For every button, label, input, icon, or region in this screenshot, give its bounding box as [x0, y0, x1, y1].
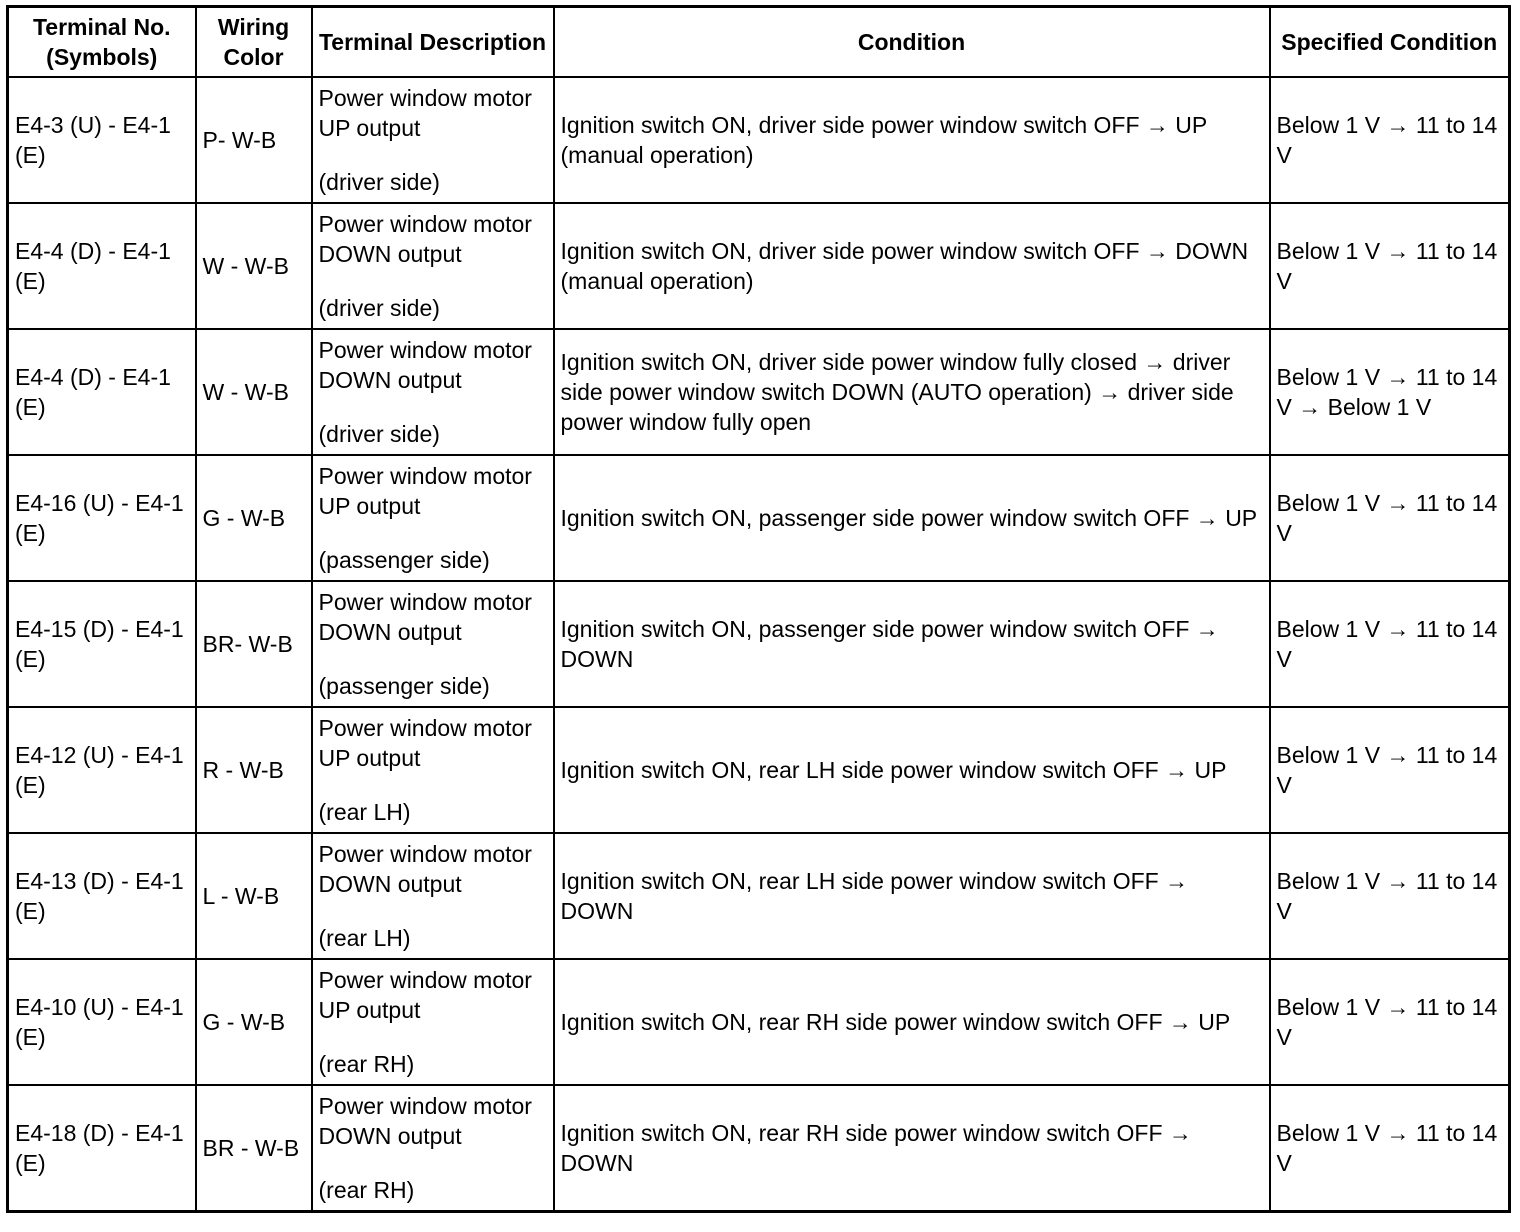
condition-cell: Ignition switch ON, rear LH side power window switch OFF → DOWN	[554, 833, 1270, 959]
condition-cell: Ignition switch ON, rear RH side power window switch OFF → UP	[554, 959, 1270, 1085]
description-main: Power window motor UP output	[318, 967, 532, 1023]
table-body	[8, 77, 1510, 1212]
terminal-spec-table	[6, 5, 1511, 1213]
terminal-cell: E4-10 (U) - E4-1 (E)	[8, 959, 196, 1085]
condition-cell: Ignition switch ON, passenger side power window switch OFF → UP	[554, 455, 1270, 581]
description-side: (driver side)	[318, 169, 440, 195]
terminal-description-cell	[312, 329, 554, 455]
description-main: Power window motor UP output	[318, 715, 532, 771]
condition-cell: Ignition switch ON, driver side power window fully closed → driver side power window switch DOWN (AUTO operation) → driver side power window fully open	[554, 329, 1270, 455]
description-side: (driver side)	[318, 421, 440, 447]
specified-condition-cell: Below 1 V → 11 to 14 V	[1270, 203, 1510, 329]
header-terminal: Terminal No. (Symbols)	[8, 7, 196, 78]
table-row	[8, 581, 1510, 707]
condition-cell: Ignition switch ON, driver side power window switch OFF → DOWN (manual operation)	[554, 203, 1270, 329]
specified-condition-cell: Below 1 V → 11 to 14 V	[1270, 833, 1510, 959]
description-main: Power window motor DOWN output	[318, 841, 532, 897]
terminal-cell: E4-12 (U) - E4-1 (E)	[8, 707, 196, 833]
terminal-description-cell	[312, 1085, 554, 1212]
header-condition: Condition	[554, 7, 1270, 78]
table-row	[8, 959, 1510, 1085]
description-main: Power window motor UP output	[318, 463, 532, 519]
specified-condition-cell: Below 1 V → 11 to 14 V	[1270, 77, 1510, 203]
description-main: Power window motor UP output	[318, 85, 532, 141]
header-wiring-color: Wiring Color	[196, 7, 312, 78]
terminal-cell: E4-15 (D) - E4-1 (E)	[8, 581, 196, 707]
condition-cell: Ignition switch ON, driver side power window switch OFF → UP (manual operation)	[554, 77, 1270, 203]
condition-cell: Ignition switch ON, rear LH side power window switch OFF → UP	[554, 707, 1270, 833]
specified-condition-cell: Below 1 V → 11 to 14 V	[1270, 707, 1510, 833]
terminal-description-cell	[312, 959, 554, 1085]
description-side: (rear LH)	[318, 799, 411, 825]
description-main: Power window motor DOWN output	[318, 211, 532, 267]
terminal-cell: E4-4 (D) - E4-1 (E)	[8, 203, 196, 329]
table-row	[8, 707, 1510, 833]
wiring-color-cell: BR- W-B	[196, 581, 312, 707]
table-row	[8, 833, 1510, 959]
description-main: Power window motor DOWN output	[318, 1093, 532, 1149]
condition-cell: Ignition switch ON, rear RH side power window switch OFF → DOWN	[554, 1085, 1270, 1212]
description-side: (rear RH)	[318, 1051, 415, 1077]
terminal-description-cell	[312, 77, 554, 203]
wiring-color-cell: BR - W-B	[196, 1085, 312, 1212]
table-row	[8, 1085, 1510, 1212]
description-side: (passenger side)	[318, 547, 490, 573]
table-header	[8, 7, 1510, 78]
wiring-color-cell: W - W-B	[196, 203, 312, 329]
table-row	[8, 203, 1510, 329]
table-row	[8, 77, 1510, 203]
wiring-color-cell: P- W-B	[196, 77, 312, 203]
header-specified-condition: Specified Condition	[1270, 7, 1510, 78]
terminal-cell: E4-4 (D) - E4-1 (E)	[8, 329, 196, 455]
specified-condition-cell: Below 1 V → 11 to 14 V	[1270, 959, 1510, 1085]
terminal-cell: E4-3 (U) - E4-1 (E)	[8, 77, 196, 203]
wiring-color-cell: R - W-B	[196, 707, 312, 833]
terminal-description-cell	[312, 581, 554, 707]
condition-cell: Ignition switch ON, passenger side power window switch OFF → DOWN	[554, 581, 1270, 707]
wiring-color-cell: W - W-B	[196, 329, 312, 455]
terminal-cell: E4-18 (D) - E4-1 (E)	[8, 1085, 196, 1212]
description-side: (rear RH)	[318, 1177, 415, 1203]
terminal-description-cell	[312, 455, 554, 581]
description-main: Power window motor DOWN output	[318, 337, 532, 393]
terminal-cell: E4-16 (U) - E4-1 (E)	[8, 455, 196, 581]
table-row	[8, 329, 1510, 455]
terminal-description-cell	[312, 707, 554, 833]
description-side: (passenger side)	[318, 673, 490, 699]
wiring-color-cell: L - W-B	[196, 833, 312, 959]
specified-condition-cell: Below 1 V → 11 to 14 V	[1270, 455, 1510, 581]
wiring-color-cell: G - W-B	[196, 455, 312, 581]
terminal-cell: E4-13 (D) - E4-1 (E)	[8, 833, 196, 959]
specified-condition-cell: Below 1 V → 11 to 14 V	[1270, 581, 1510, 707]
table-row	[8, 455, 1510, 581]
specified-condition-cell: Below 1 V → 11 to 14 V	[1270, 1085, 1510, 1212]
terminal-description-cell	[312, 833, 554, 959]
description-main: Power window motor DOWN output	[318, 589, 532, 645]
description-side: (driver side)	[318, 295, 440, 321]
header-terminal-description: Terminal Description	[312, 7, 554, 78]
description-side: (rear LH)	[318, 925, 411, 951]
terminal-description-cell	[312, 203, 554, 329]
specified-condition-cell: Below 1 V → 11 to 14 V → Below 1 V	[1270, 329, 1510, 455]
wiring-color-cell: G - W-B	[196, 959, 312, 1085]
header-row	[8, 7, 1510, 78]
